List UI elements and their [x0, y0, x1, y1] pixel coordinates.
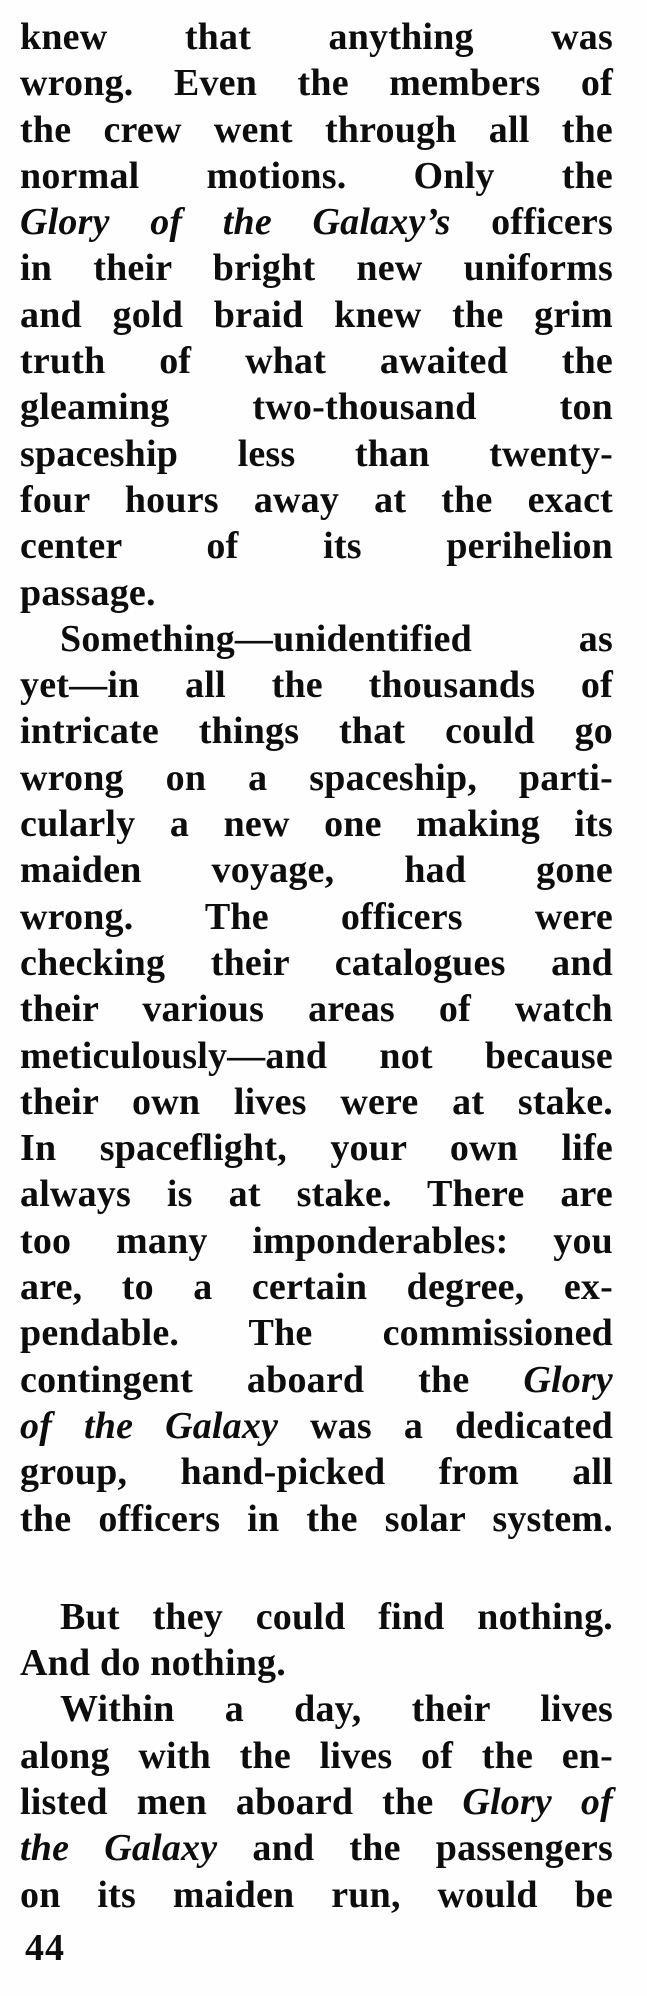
text-segment: spaceship less than twenty-: [20, 432, 613, 475]
italic-segment: Glory of: [462, 1780, 613, 1823]
text-line: [20, 292, 613, 338]
text-line: [20, 14, 613, 60]
text-line: [20, 1218, 613, 1264]
text-segment: along with the lives of the en-: [20, 1734, 613, 1777]
text-line: [20, 755, 613, 801]
text-line: [20, 1686, 613, 1732]
text-segment: wrong. The officers were: [20, 895, 613, 938]
text-line: [20, 384, 613, 430]
text-segment: maiden voyage, had gone: [20, 849, 613, 892]
text-line: [20, 245, 613, 291]
text-segment: wrong on a spaceship, parti-: [20, 756, 613, 799]
text-segment: are, to a certain degree, ex-: [20, 1266, 613, 1309]
page-number: 44: [25, 1927, 65, 1969]
text-segment: and gold braid knew the grim: [20, 293, 613, 336]
text-segment: the crew went through all the: [20, 108, 613, 151]
text-line: [20, 1872, 613, 1918]
text-segment: group, hand-picked from all: [20, 1451, 613, 1494]
text-segment: the officers in the solar system.: [20, 1497, 613, 1540]
text-segment: in their bright new uniforms: [20, 247, 613, 290]
text-segment: cularly a new one making its: [20, 803, 613, 846]
text-segment: In spaceflight, your own life: [20, 1127, 613, 1170]
text-segment: center of its perihelion: [20, 525, 613, 568]
paragraph: [20, 14, 613, 616]
text-line: [20, 1264, 613, 1310]
text-line: [20, 847, 613, 893]
paragraph: [20, 1594, 613, 1687]
text-line: [20, 986, 613, 1032]
text-segment: contingent aboard the: [20, 1358, 524, 1401]
text-segment: their own lives were at stake.: [20, 1080, 613, 1123]
text-line: [20, 153, 613, 199]
text-segment: four hours away at the exact: [20, 478, 613, 521]
text-line: [20, 431, 613, 477]
text-segment: pendable. The commissioned: [20, 1312, 613, 1355]
text-line: [20, 708, 613, 754]
text-line: [20, 1171, 613, 1217]
text-segment: listed men aboard the: [20, 1780, 463, 1823]
text-line: [20, 616, 613, 662]
text-segment: yet—in all the thousands of: [20, 664, 613, 707]
text-line: [20, 801, 613, 847]
text-line: [20, 477, 613, 523]
text-line: [20, 1640, 613, 1686]
text-line: [20, 1079, 613, 1125]
paragraph: [20, 616, 613, 1542]
text-segment: truth of what awaited the: [20, 340, 613, 383]
text-segment: gleaming two-thousand ton: [20, 386, 613, 429]
text-segment: on its maiden run, would be: [20, 1873, 613, 1916]
text-segment: intricate things that could go: [20, 710, 613, 753]
text-segment: too many imponderables: you: [20, 1219, 613, 1262]
text-line: [20, 1403, 613, 1449]
text-line: [20, 1357, 613, 1403]
text-segment: And do nothing.: [20, 1642, 286, 1685]
text-segment: officers: [450, 201, 613, 244]
italic-segment: Glory of the Galaxy’s: [20, 201, 451, 244]
text-line: [20, 1825, 613, 1871]
text-line: [20, 1033, 613, 1079]
text-segment: was a dedicated: [278, 1404, 613, 1447]
text-line: [20, 199, 613, 245]
text-line: [20, 523, 613, 569]
text-line: [20, 107, 613, 153]
italic-segment: Glory: [523, 1358, 613, 1401]
text-segment: knew that anything was: [20, 16, 613, 58]
text-segment: wrong. Even the members of: [20, 62, 613, 105]
text-segment: meticulously—and not because: [20, 1034, 613, 1077]
text-segment: checking their catalogues and: [20, 941, 613, 984]
text-segment: Something—unidentified as: [60, 617, 613, 660]
text-line: [20, 1594, 613, 1640]
text-column: [20, 14, 613, 1918]
text-segment: normal motions. Only the: [20, 154, 613, 197]
paragraph: [20, 1686, 613, 1917]
text-segment: But they could find nothing.: [60, 1595, 613, 1638]
italic-segment: the Galaxy: [20, 1827, 218, 1870]
text-line: [20, 1449, 613, 1495]
text-line: [20, 1310, 613, 1356]
text-line: [20, 1779, 613, 1825]
text-line: [20, 570, 613, 616]
text-segment: Within a day, their lives: [60, 1688, 613, 1731]
text-line: [20, 1733, 613, 1779]
text-segment: passage.: [20, 571, 156, 614]
text-segment: and the passengers: [217, 1827, 613, 1870]
text-line: [20, 1496, 613, 1542]
text-segment: always is at stake. There are: [20, 1173, 613, 1216]
text-line: [20, 1125, 613, 1171]
text-segment: their various areas of watch: [20, 988, 613, 1031]
text-line: [20, 60, 613, 106]
text-line: [20, 940, 613, 986]
text-line: [20, 894, 613, 940]
text-line: [20, 662, 613, 708]
text-line: [20, 338, 613, 384]
italic-segment: of the Galaxy: [20, 1404, 279, 1447]
